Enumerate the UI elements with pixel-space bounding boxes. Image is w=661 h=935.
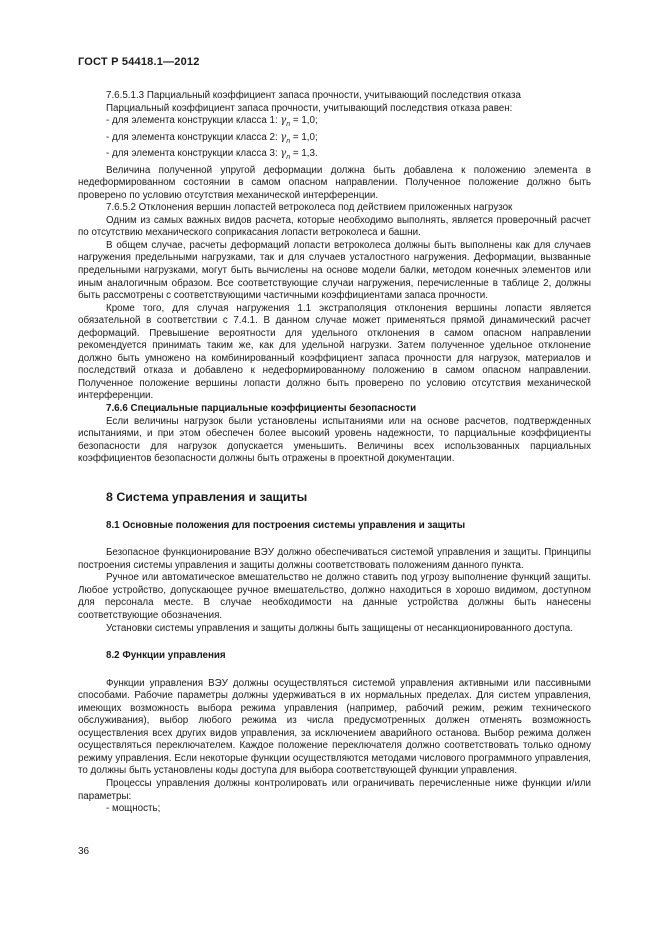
- subsection-8-1-title: 8.1 Основные положения для построения системы управления и защиты: [106, 519, 466, 531]
- subsection-8-2-title: 8.2 Функции управления: [106, 650, 226, 662]
- paragraph: Если величины нагрузок были установлены испытаниями или на основе расчетов, подтвержденных испытаниями, и при этом обеспечен более высокий уровень надежности, то парциальные коэффициенты безопасности для нагрузок допускается уменьшить. Величины всех использованных парциальных коэффициентов безопасности должны быть отражены в проектной документации.: [78, 415, 591, 465]
- paragraph: Одним из самых важных видов расчета, которые необходимо выполнять, является проверочный расчет по отсутствию механического соприкасания лопасти ветроколеса и башни.: [78, 214, 591, 239]
- paragraph: Процессы управления должны контролировать или ограничивать перечисленные ниже функции и/или параметры:: [78, 778, 591, 802]
- paragraph: В общем случае, расчеты деформаций лопасти ветроколеса должны быть выполнены как для случаев нагружения предельными нагрузками, так и для случаев усталостного нагружения. Деформации, вызванные предельными нагрузками, могут быть вычислены на основе модели балки, методом конечных элементов или иным аналогичным образом. Все соответствующие случаи нагружения, перечисленные в таблице 2, должны быть рассмотрены с соответствующими частичными коэффициентами запаса прочности.: [78, 239, 591, 302]
- paragraph: Кроме того, для случая нагружения 1.1 экстраполяция отклонения вершины лопасти является обязательной в соответствии с 7.4.1. В данном случае может применяться прямой динамический расчет деформаций. Превышение вероятности для удельного отклонения в самом опасном направлении рекомендуется принимать таким же, как для удельной нагрузки. Затем полученное удельное отклонение должно быть умножено на комбинированный коэффициент запаса прочности для нагрузок, материалов и последствий отказа и добавлено к недеформированному положению в самом опасном направлении. Полученное положение вершины лопасти должно быть проверено по условию отсутствия механической интерференции.: [78, 302, 591, 402]
- heading-7-6-5-2: 7.6.5.2 Отклонения вершин лопастей ветроколеса под действием приложенных нагрузок: [106, 202, 513, 214]
- list-item: - мощность;: [106, 803, 161, 815]
- paragraph: Установки системы управления и защиты должны быть защищены от несанкционированного доступа.: [106, 622, 573, 634]
- paragraph: Ручное или автоматическое вмешательство не должно ставить под угрозу выполнение функций защиты. Любое устройство, допускающее ручное вмешательство, должно находиться в хорошо видимом, доступном для персонала месте. В случае необходимости на данные устройства должны быть нанесены соответствующие обозначения.: [78, 572, 591, 621]
- list-item: - для элемента конструкции класса 2: $\gamma_n = 1,0$;: [106, 131, 318, 145]
- document-code-header: ГОСТ Р 54418.1—2012: [78, 56, 200, 68]
- paragraph: Парциальный коэффициент запаса прочности, учитывающий последствия отказа равен:: [106, 102, 513, 114]
- page-number: 36: [78, 846, 90, 857]
- paragraph: Безопасное функционирование ВЭУ должно обеспечиваться системой управления и защиты. Принципы построения системы управления и защиты должны соответствовать положениям данного пункта.: [78, 547, 591, 571]
- section-8-title: 8 Система управления и защиты: [106, 489, 308, 504]
- paragraph: Функции управления ВЭУ должны осуществляться системой управления активными или пассивными способами. Рабочие параметры должны удерживаться в их нормальных пределах. Для систем управления, имеющих возможность выбора режима управления (например, рабочий режим, режим технического обслуживания), выбор любого режима из числа предусмотренных должен отменять возможность осуществления всех других видов управления, за исключением аварийного останова. Выбор режима должен осуществляться переключателем. Каждое положение переключателя должно соответствовать только одному режиму управления. Если некоторые функции осуществляются методами числового программного управления, то должны быть установлены коды доступа для выбора соответствующей функции управления.: [78, 677, 591, 777]
- list-item: - для элемента конструкции класса 3: $\gamma_n = 1,3$.: [106, 148, 318, 162]
- heading-7-6-5-1-3: 7.6.5.1.3 Парциальный коэффициент запаса прочности, учитывающий последствия отказа: [106, 90, 521, 101]
- paragraph: Величина полученной упругой деформации должна быть добавлена к положению элемента в недеформированном состоянии в самом опасном направлении. Полученное положение должно быть проверено по условию отсутствия механической интерференции.: [78, 164, 591, 201]
- heading-7-6-6: 7.6.6 Специальные парциальные коэффициенты безопасности: [106, 402, 417, 414]
- document-body: [78, 90, 591, 816]
- list-item: - для элемента конструкции класса 1: $\gamma_n = 1,0$;: [106, 115, 318, 129]
